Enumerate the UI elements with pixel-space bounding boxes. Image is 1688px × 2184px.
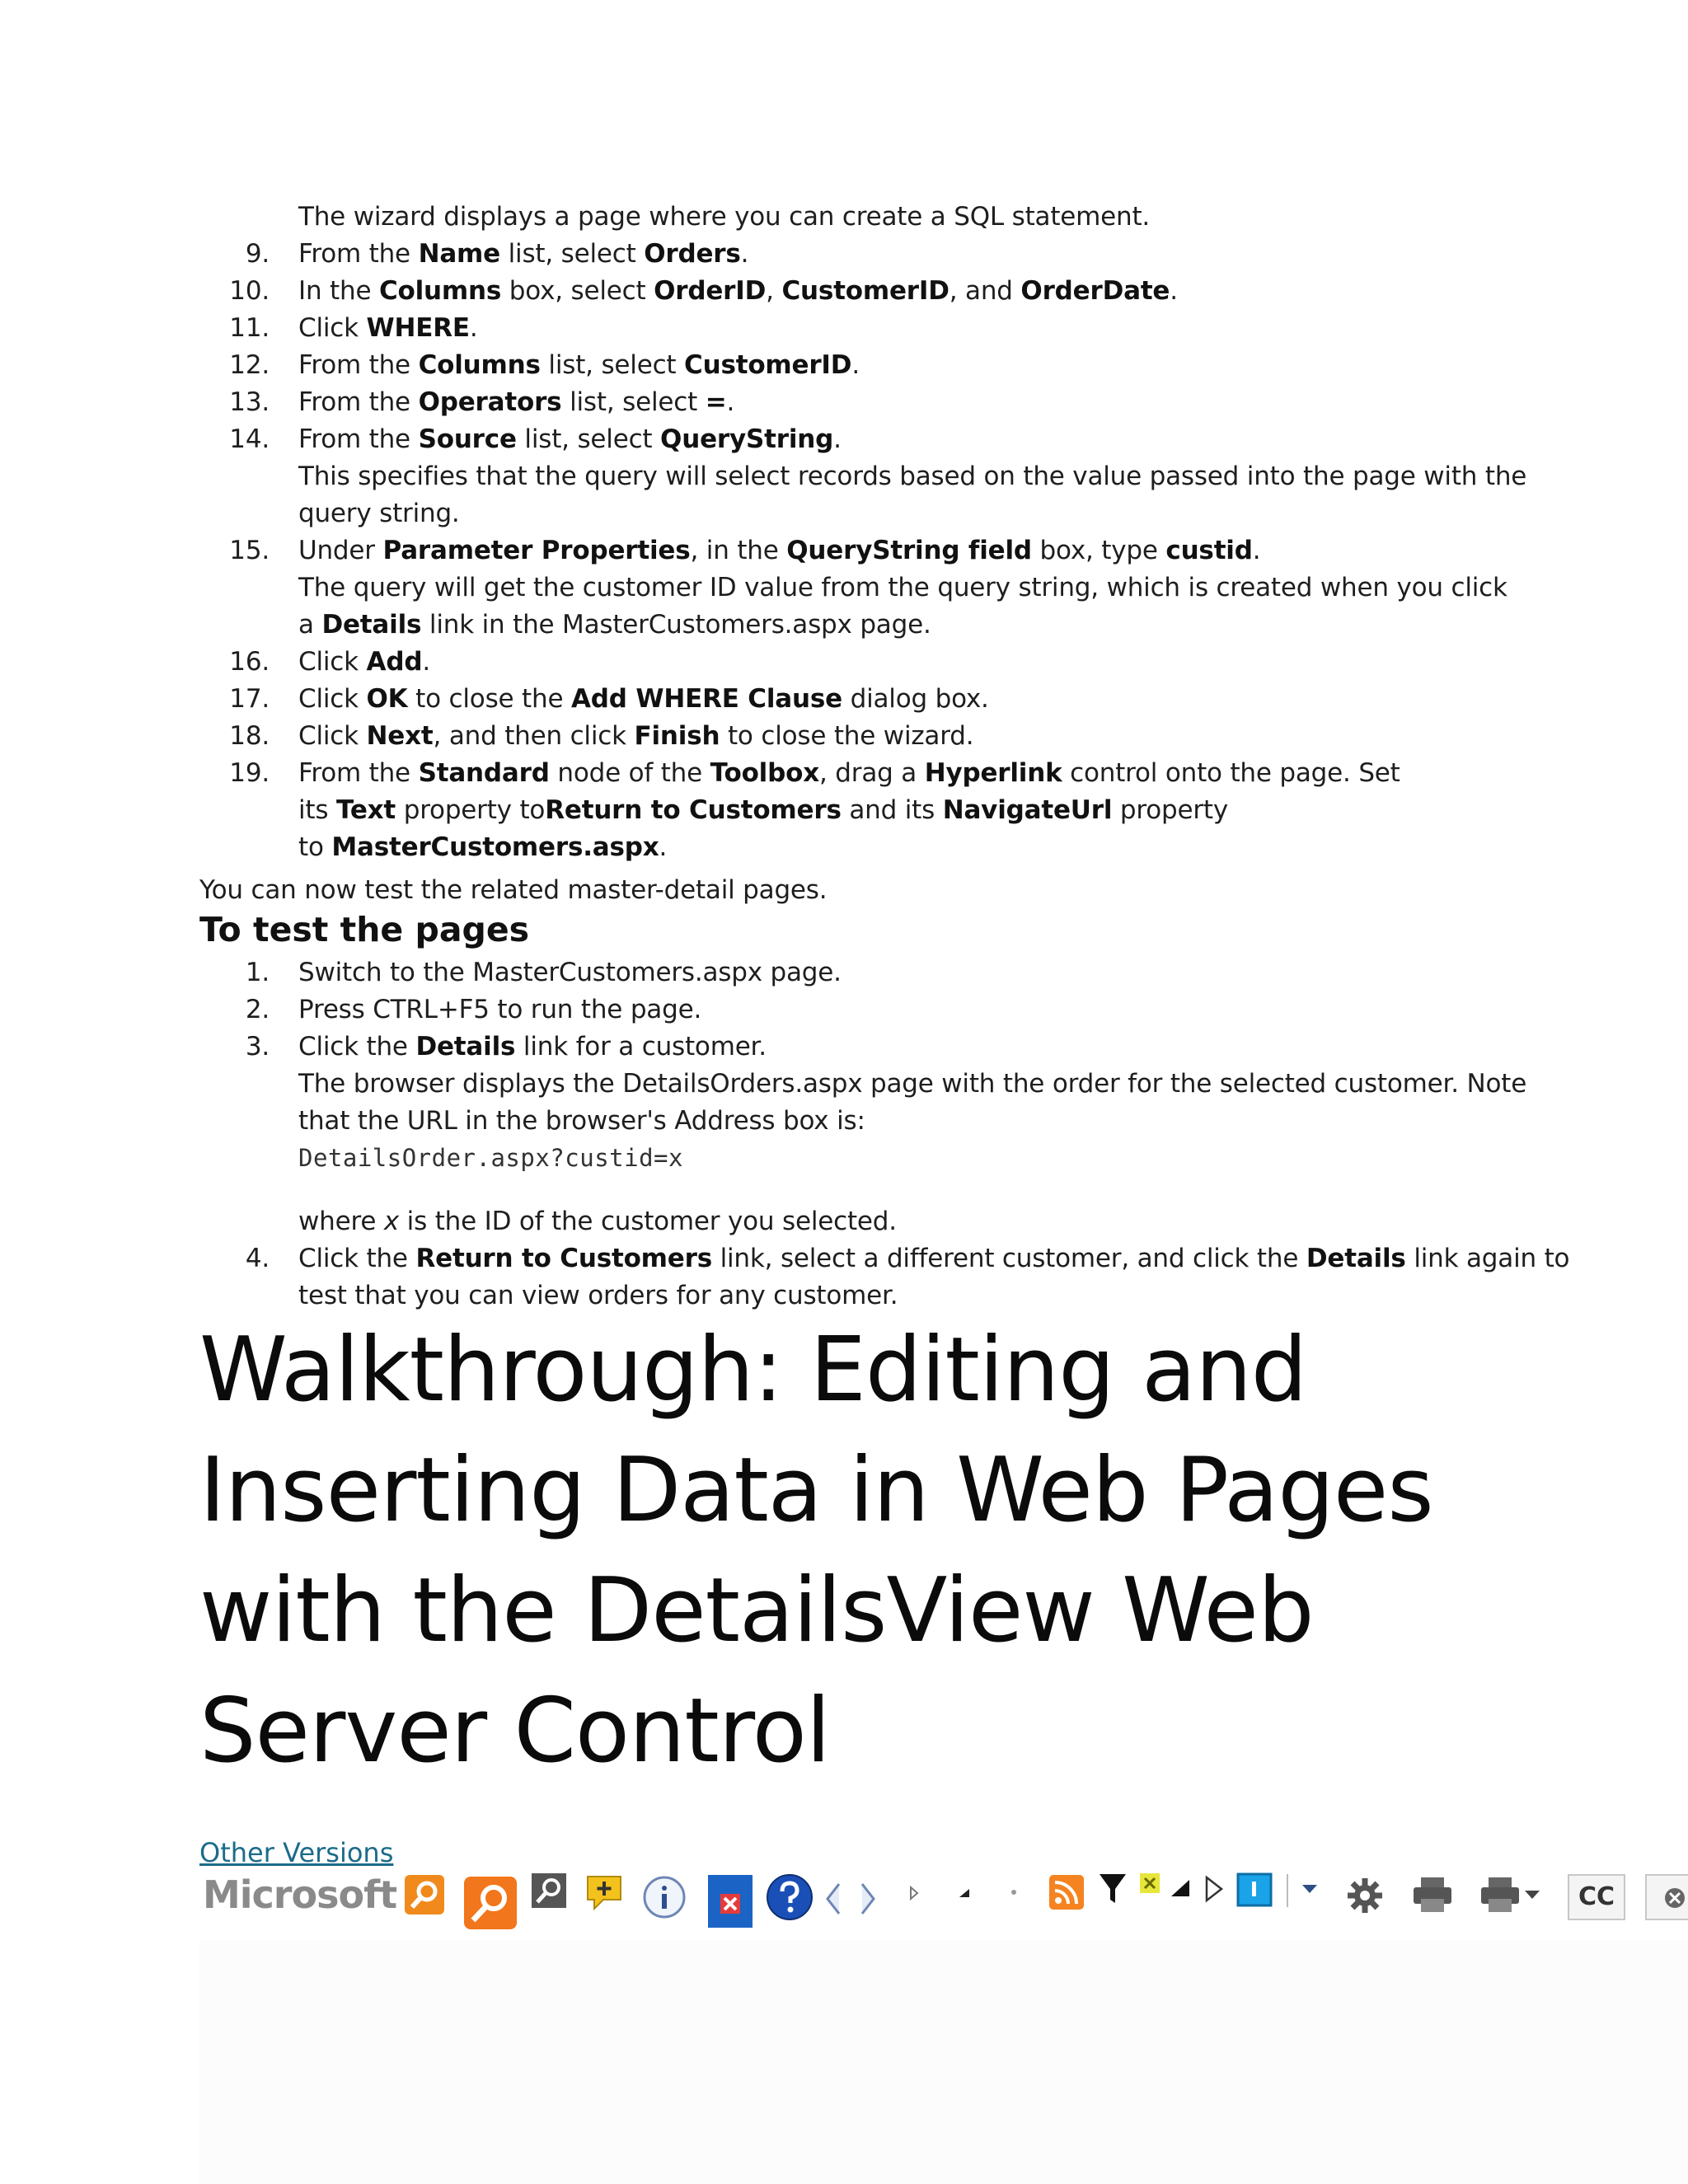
print-menu-icon[interactable] — [1479, 1876, 1543, 1914]
text-run: its — [298, 795, 336, 825]
text-run: dialog box. — [842, 684, 989, 714]
step-text — [298, 718, 973, 755]
ui-term: Operators — [418, 387, 562, 417]
ui-term: Details — [321, 610, 422, 640]
step-number: 18. — [229, 721, 270, 751]
step-text — [298, 347, 860, 384]
text-run: list, select — [516, 424, 661, 454]
expand-icon[interactable] — [958, 1887, 971, 1899]
embedded-image-area — [199, 1940, 1688, 2184]
text-run: . — [833, 424, 842, 454]
step-number: 2. — [245, 995, 270, 1024]
text-run: control onto the page. Set — [1062, 758, 1400, 788]
other-versions-link[interactable]: Other Versions — [199, 1837, 394, 1868]
ui-term: Finish — [634, 721, 720, 751]
step-text — [298, 236, 748, 273]
ui-term: QueryString field — [786, 536, 1032, 565]
text-run: . — [659, 832, 668, 862]
divider-icon — [1286, 1872, 1289, 1909]
ui-term: Parameter Properties — [382, 536, 691, 565]
ui-term: Details — [1306, 1244, 1406, 1273]
text-run: In the — [298, 276, 379, 306]
step-number: 9. — [245, 239, 270, 269]
text-run: link, select a different customer, and click the — [711, 1244, 1306, 1273]
step-text — [298, 273, 1178, 310]
print-icon[interactable] — [1411, 1876, 1454, 1914]
play-icon[interactable] — [1203, 1874, 1225, 1904]
microsoft-logo: Microsoft — [203, 1872, 397, 1917]
ui-term: Details — [415, 1032, 516, 1062]
ui-term: Next — [366, 721, 434, 751]
next-icon[interactable] — [857, 1879, 879, 1919]
ui-term: Orders — [644, 239, 741, 269]
dropdown-icon[interactable] — [1301, 1882, 1319, 1896]
step-number: 11. — [229, 313, 270, 343]
ui-term: Return to Customers — [415, 1244, 712, 1273]
toolbar-strip — [199, 1866, 1688, 1940]
text-run: Under — [298, 536, 383, 565]
ui-term: Text — [335, 795, 396, 825]
text-run: link for a customer. — [515, 1032, 767, 1062]
prev-icon[interactable] — [823, 1879, 844, 1919]
title-line: Walkthrough: Editing and — [199, 1319, 1307, 1422]
step-text — [298, 458, 1526, 495]
ui-term: NavigateUrl — [942, 795, 1113, 825]
step-number: 1. — [245, 958, 270, 987]
text-run: , and — [949, 276, 1021, 306]
box-icon[interactable] — [1236, 1872, 1273, 1907]
text-run: link again to — [1405, 1244, 1570, 1273]
text-run: list, select — [499, 239, 645, 269]
text-run: Click — [298, 647, 367, 677]
text-run: . — [851, 350, 860, 380]
step-text — [298, 1277, 898, 1315]
text-run: The browser displays the DetailsOrders.aspx page with the order for the selected customer. Note — [298, 1069, 1527, 1099]
ui-term: OrderDate — [1020, 276, 1170, 306]
text-run: The query will get the customer ID value from the query string, which is created when you click — [298, 573, 1507, 602]
step-number: 4. — [245, 1244, 270, 1273]
code-text: DetailsOrder.aspx?custid=x — [298, 1144, 683, 1172]
text-run: list, select — [540, 350, 685, 380]
text-run: , and then click — [433, 721, 635, 751]
step-number: 14. — [229, 424, 270, 454]
step-text — [298, 607, 931, 644]
step-number: 3. — [245, 1032, 270, 1062]
text-run: where — [298, 1207, 384, 1236]
text-run: Press CTRL+F5 to run the page. — [298, 995, 702, 1024]
step-text — [298, 421, 842, 458]
text-run: . — [740, 239, 749, 269]
ui-term: OK — [366, 684, 408, 714]
text-run: to — [298, 832, 332, 862]
step-number: 13. — [229, 387, 270, 417]
ui-term: CustomerID — [781, 276, 950, 306]
text-run: , — [766, 276, 782, 306]
test-intro: You can now test the related master-detail pages. — [199, 875, 828, 905]
title-line: with the DetailsView Web — [199, 1559, 1314, 1662]
text-run: a — [298, 610, 322, 640]
step-text — [298, 1029, 767, 1066]
text-run: is the ID of the customer you selected. — [399, 1207, 897, 1236]
step-number: 17. — [229, 684, 270, 714]
text-run: From the — [298, 424, 419, 454]
ui-term: custid — [1165, 536, 1253, 565]
step-text — [298, 755, 1400, 792]
ui-term: Return to Customers — [545, 795, 842, 825]
text-run: that the URL in the browser's Address box is: — [298, 1106, 865, 1136]
text-run: . — [1252, 536, 1261, 565]
zoom-icon[interactable] — [531, 1872, 567, 1909]
step-text — [298, 1240, 1569, 1277]
text-run: Click the — [298, 1244, 416, 1273]
text-run: property — [1112, 795, 1229, 825]
text-run: Click the — [298, 1032, 416, 1062]
text-run: test that you can view orders for any customer. — [298, 1281, 898, 1310]
step-text — [298, 681, 989, 718]
help-icon[interactable] — [765, 1872, 814, 1922]
step-number: 19. — [229, 758, 270, 788]
text-run: to close the — [407, 684, 571, 714]
title-line: Server Control — [199, 1680, 830, 1783]
ui-term: Hyperlink — [924, 758, 1062, 788]
text-run: From the — [298, 350, 419, 380]
text-run: Switch to the MasterCustomers.aspx page. — [298, 958, 842, 987]
text-run: to close the wizard. — [720, 721, 974, 751]
ui-term: QueryString — [660, 424, 834, 454]
text-run: Click — [298, 313, 367, 343]
ui-term: MasterCustomers.aspx — [331, 832, 659, 862]
text-run: query string. — [298, 499, 460, 528]
step-text — [298, 1066, 1526, 1103]
ui-term: CustomerID — [684, 350, 852, 380]
step-number: 15. — [229, 536, 270, 565]
close-circle-icon[interactable] — [1645, 1874, 1688, 1920]
rss-icon[interactable] — [1048, 1874, 1085, 1910]
text-run: x — [383, 1207, 400, 1236]
collapse-icon[interactable] — [908, 1886, 920, 1900]
text-run: property to — [396, 795, 546, 825]
text-run: From the — [298, 387, 419, 417]
step-number: 12. — [229, 350, 270, 380]
settings-icon[interactable] — [1345, 1876, 1385, 1915]
ui-term: OrderID — [654, 276, 767, 306]
step-number: 16. — [229, 647, 270, 677]
walkthrough-title — [199, 1310, 1433, 1792]
step-text — [298, 199, 1150, 236]
text-run: The wizard displays a page where you can create a SQL statement. — [298, 202, 1151, 232]
step-text — [298, 384, 734, 421]
triangle-icon[interactable] — [1169, 1877, 1192, 1899]
cc-icon[interactable]: CC — [1568, 1874, 1625, 1920]
text-run: Click — [298, 684, 367, 714]
title-line: Inserting Data in Web Pages — [199, 1439, 1433, 1542]
text-run: list, select — [561, 387, 706, 417]
search-large-icon[interactable] — [463, 1876, 518, 1930]
step-text — [298, 792, 1228, 829]
text-run: , in the — [690, 536, 787, 565]
text-run: From the — [298, 239, 419, 269]
text-run: box, type — [1031, 536, 1166, 565]
text-run: . — [422, 647, 430, 677]
close-icon[interactable] — [707, 1874, 753, 1929]
step-text — [298, 532, 1260, 569]
text-run: , drag a — [819, 758, 925, 788]
step-text — [298, 495, 460, 532]
ui-term: Columns — [378, 276, 502, 306]
step-text — [298, 644, 430, 681]
text-run: . — [1170, 276, 1178, 306]
step-text — [298, 569, 1507, 607]
step-text — [298, 1103, 865, 1140]
step-text — [298, 310, 478, 347]
text-run: From the — [298, 758, 419, 788]
text-run: box, select — [501, 276, 654, 306]
text-run: This specifies that the query will select records based on the value passed into the page with the — [298, 462, 1527, 491]
text-run: node of the — [549, 758, 710, 788]
section-heading: To test the pages — [199, 910, 530, 949]
ui-term: Standard — [418, 758, 550, 788]
ui-term: Toolbox — [710, 758, 819, 788]
step-text — [298, 1203, 897, 1240]
filter-icon[interactable] — [1098, 1872, 1128, 1905]
text-run: and its — [841, 795, 943, 825]
flag-icon[interactable] — [1139, 1872, 1160, 1894]
bullet-icon — [1009, 1887, 1019, 1897]
text-run: Click — [298, 721, 367, 751]
step-number: 10. — [229, 276, 270, 306]
add-comment-icon[interactable] — [584, 1872, 625, 1914]
step-text — [298, 991, 701, 1029]
text-run: . — [469, 313, 478, 343]
ui-term: Columns — [418, 350, 541, 380]
ui-term: Name — [418, 239, 500, 269]
step-text — [298, 829, 667, 866]
ui-term: Add WHERE Clause — [570, 684, 842, 714]
ui-term: = — [705, 387, 727, 417]
text-run: . — [726, 387, 735, 417]
info-icon[interactable] — [641, 1874, 687, 1920]
step-text — [298, 1140, 683, 1177]
search-icon[interactable] — [404, 1874, 445, 1915]
text-run: link in the MasterCustomers.aspx page. — [421, 610, 931, 640]
ui-term: Add — [366, 647, 423, 677]
ui-term: Source — [418, 424, 517, 454]
step-text — [298, 954, 842, 991]
ui-term: WHERE — [366, 313, 470, 343]
